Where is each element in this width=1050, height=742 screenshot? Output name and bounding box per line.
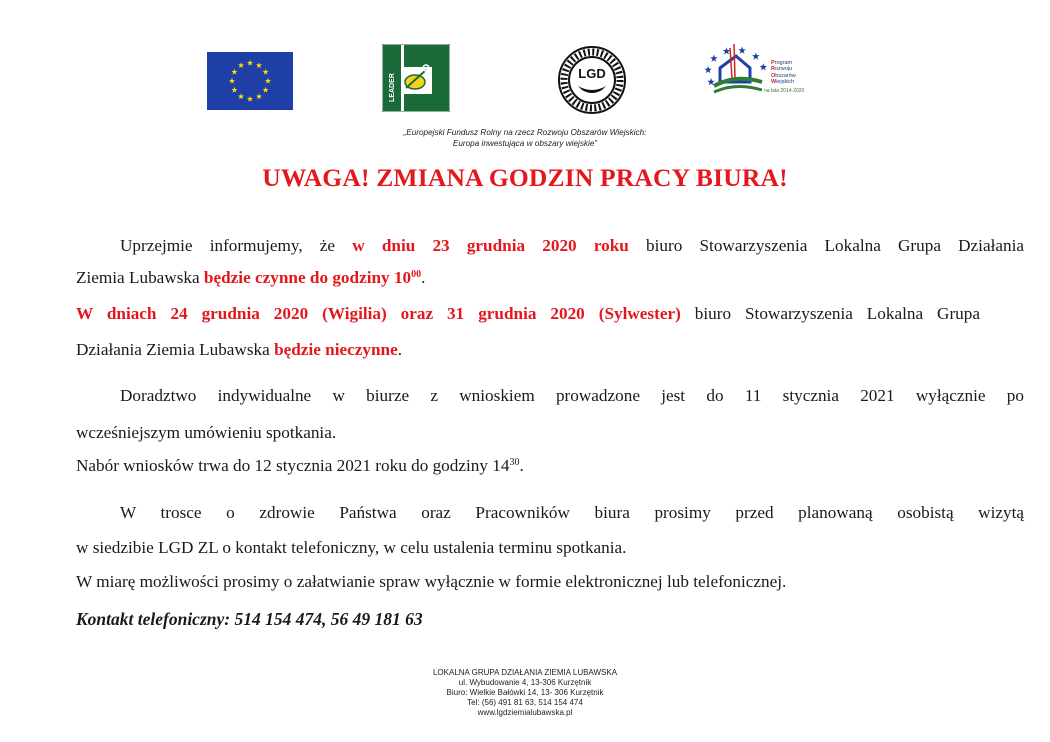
para1-hours-text: będzie czynne do godziny 10 <box>203 268 412 287</box>
eu-star <box>256 93 262 99</box>
para1-hours <box>204 268 421 287</box>
prow-program-line: Wiejskich <box>771 79 795 86</box>
para2-line2 <box>76 340 980 360</box>
prow-star <box>760 63 768 70</box>
para1-line1 <box>76 236 1024 256</box>
lgd-logo <box>558 46 626 114</box>
para2-text-c: Działania Ziemia Lubawska <box>76 340 275 359</box>
eu-star <box>231 69 237 75</box>
para2-line1 <box>76 304 980 324</box>
contact-phone: Kontakt telefoniczny: 514 154 474, 56 49 181 63 <box>76 609 423 629</box>
para3-line1: Doradztwo indywidualne w biurze z wnioskiem prowadzone jest do 11 stycznia 2021 wyłącznie po <box>120 386 1024 405</box>
para3-line3-text: Nabór wniosków trwa do 12 stycznia 2021 roku do godziny 14 <box>76 456 510 475</box>
prow-program-line: Obszarów <box>771 72 796 79</box>
leader-logo <box>382 44 450 112</box>
para1-line2 <box>76 268 980 288</box>
prow-star <box>738 47 746 54</box>
para4-line2: w siedzibie LGD ZL o kontakt telefoniczny, w celu ustalenia terminu spotkania. <box>76 538 627 557</box>
prow-star <box>710 55 718 62</box>
eu-star <box>263 69 269 75</box>
para2-text-b: biuro Stowarzyszenia Lokalna Grupa <box>680 304 980 323</box>
para2-text-e: . <box>397 340 402 359</box>
footer-office: Biuro: Wielkie Bałówki 14, 13- 306 Kurzętnik <box>446 688 604 697</box>
para4-line1: W trosce o zdrowie Państwa oraz Pracowników biura prosimy przed planowaną osobistą wizytą <box>120 503 1024 522</box>
logo-strip <box>0 0 1050 120</box>
para1-hours-sup: 00 <box>411 269 422 280</box>
prow-star <box>704 66 712 73</box>
eafrd-slogan-line2: Europa inwestująca w obszary wiejskie” <box>452 139 598 148</box>
prow-star <box>723 47 731 54</box>
para2-closed: będzie nieczynne <box>274 340 398 359</box>
footer-phone: Tel: (56) 491 81 63, 514 154 474 <box>467 698 583 707</box>
eu-star <box>247 60 253 66</box>
para2-dates: W dniach 24 grudnia 2020 (Wigilia) oraz 31 grudnia 2020 (Sylwester) <box>76 304 681 323</box>
para1-date: w dniu 23 grudnia 2020 roku <box>352 236 629 255</box>
prow-program-line: Program <box>771 60 793 66</box>
prow-program-name <box>771 60 796 86</box>
eu-star <box>263 87 269 93</box>
footer-website[interactable]: www.lgdziemialubawska.pl <box>477 708 573 717</box>
eu-stars-icon <box>207 52 293 110</box>
para1-text-f: . <box>421 268 426 287</box>
eafrd-slogan-line1: „Europejski Fundusz Rolny na rzecz Rozwoju Obszarów Wiejskich: <box>403 128 647 137</box>
prow-years: na lata 2014-2020 <box>764 88 805 94</box>
eu-star <box>265 78 271 84</box>
prow-program-line: Rozwoju <box>771 66 793 73</box>
eu-star <box>231 87 237 93</box>
para3-line3 <box>76 456 980 476</box>
para4-line3: W miarę możliwości prosimy o załatwianie spraw wyłącznie w formie elektronicznej lub telefonicznej. <box>76 572 787 591</box>
prow-star <box>752 52 760 59</box>
eu-flag-logo <box>207 52 293 110</box>
eu-star <box>256 62 262 68</box>
para1-text-a: Uprzejmie informujemy, że <box>120 236 353 255</box>
para1-text-c: biuro Stowarzyszenia Lokalna Grupa Działania <box>628 236 1024 255</box>
footer-org-name: LOKALNA GRUPA DZIAŁANIA ZIEMIA LUBAWSKA <box>432 668 618 677</box>
para1-text-d: Ziemia Lubawska <box>76 268 204 287</box>
eu-star <box>247 96 253 102</box>
eu-star <box>238 93 244 99</box>
page-title: UWAGA! ZMIANA GODZIN PRACY BIURA! <box>262 163 788 192</box>
eu-star <box>229 78 235 84</box>
para3-line3-sup: 30 <box>509 457 520 468</box>
para3-line3-end: . <box>519 456 524 475</box>
svg-text:LEADER: LEADER <box>389 73 396 102</box>
eu-star <box>238 62 244 68</box>
para3-line2: wcześniejszym umówieniu spotkania. <box>76 423 337 442</box>
footer-address: ul. Wybudowanie 4, 13-306 Kurzętnik <box>458 678 592 687</box>
svg-text:LGD: LGD <box>578 66 606 81</box>
